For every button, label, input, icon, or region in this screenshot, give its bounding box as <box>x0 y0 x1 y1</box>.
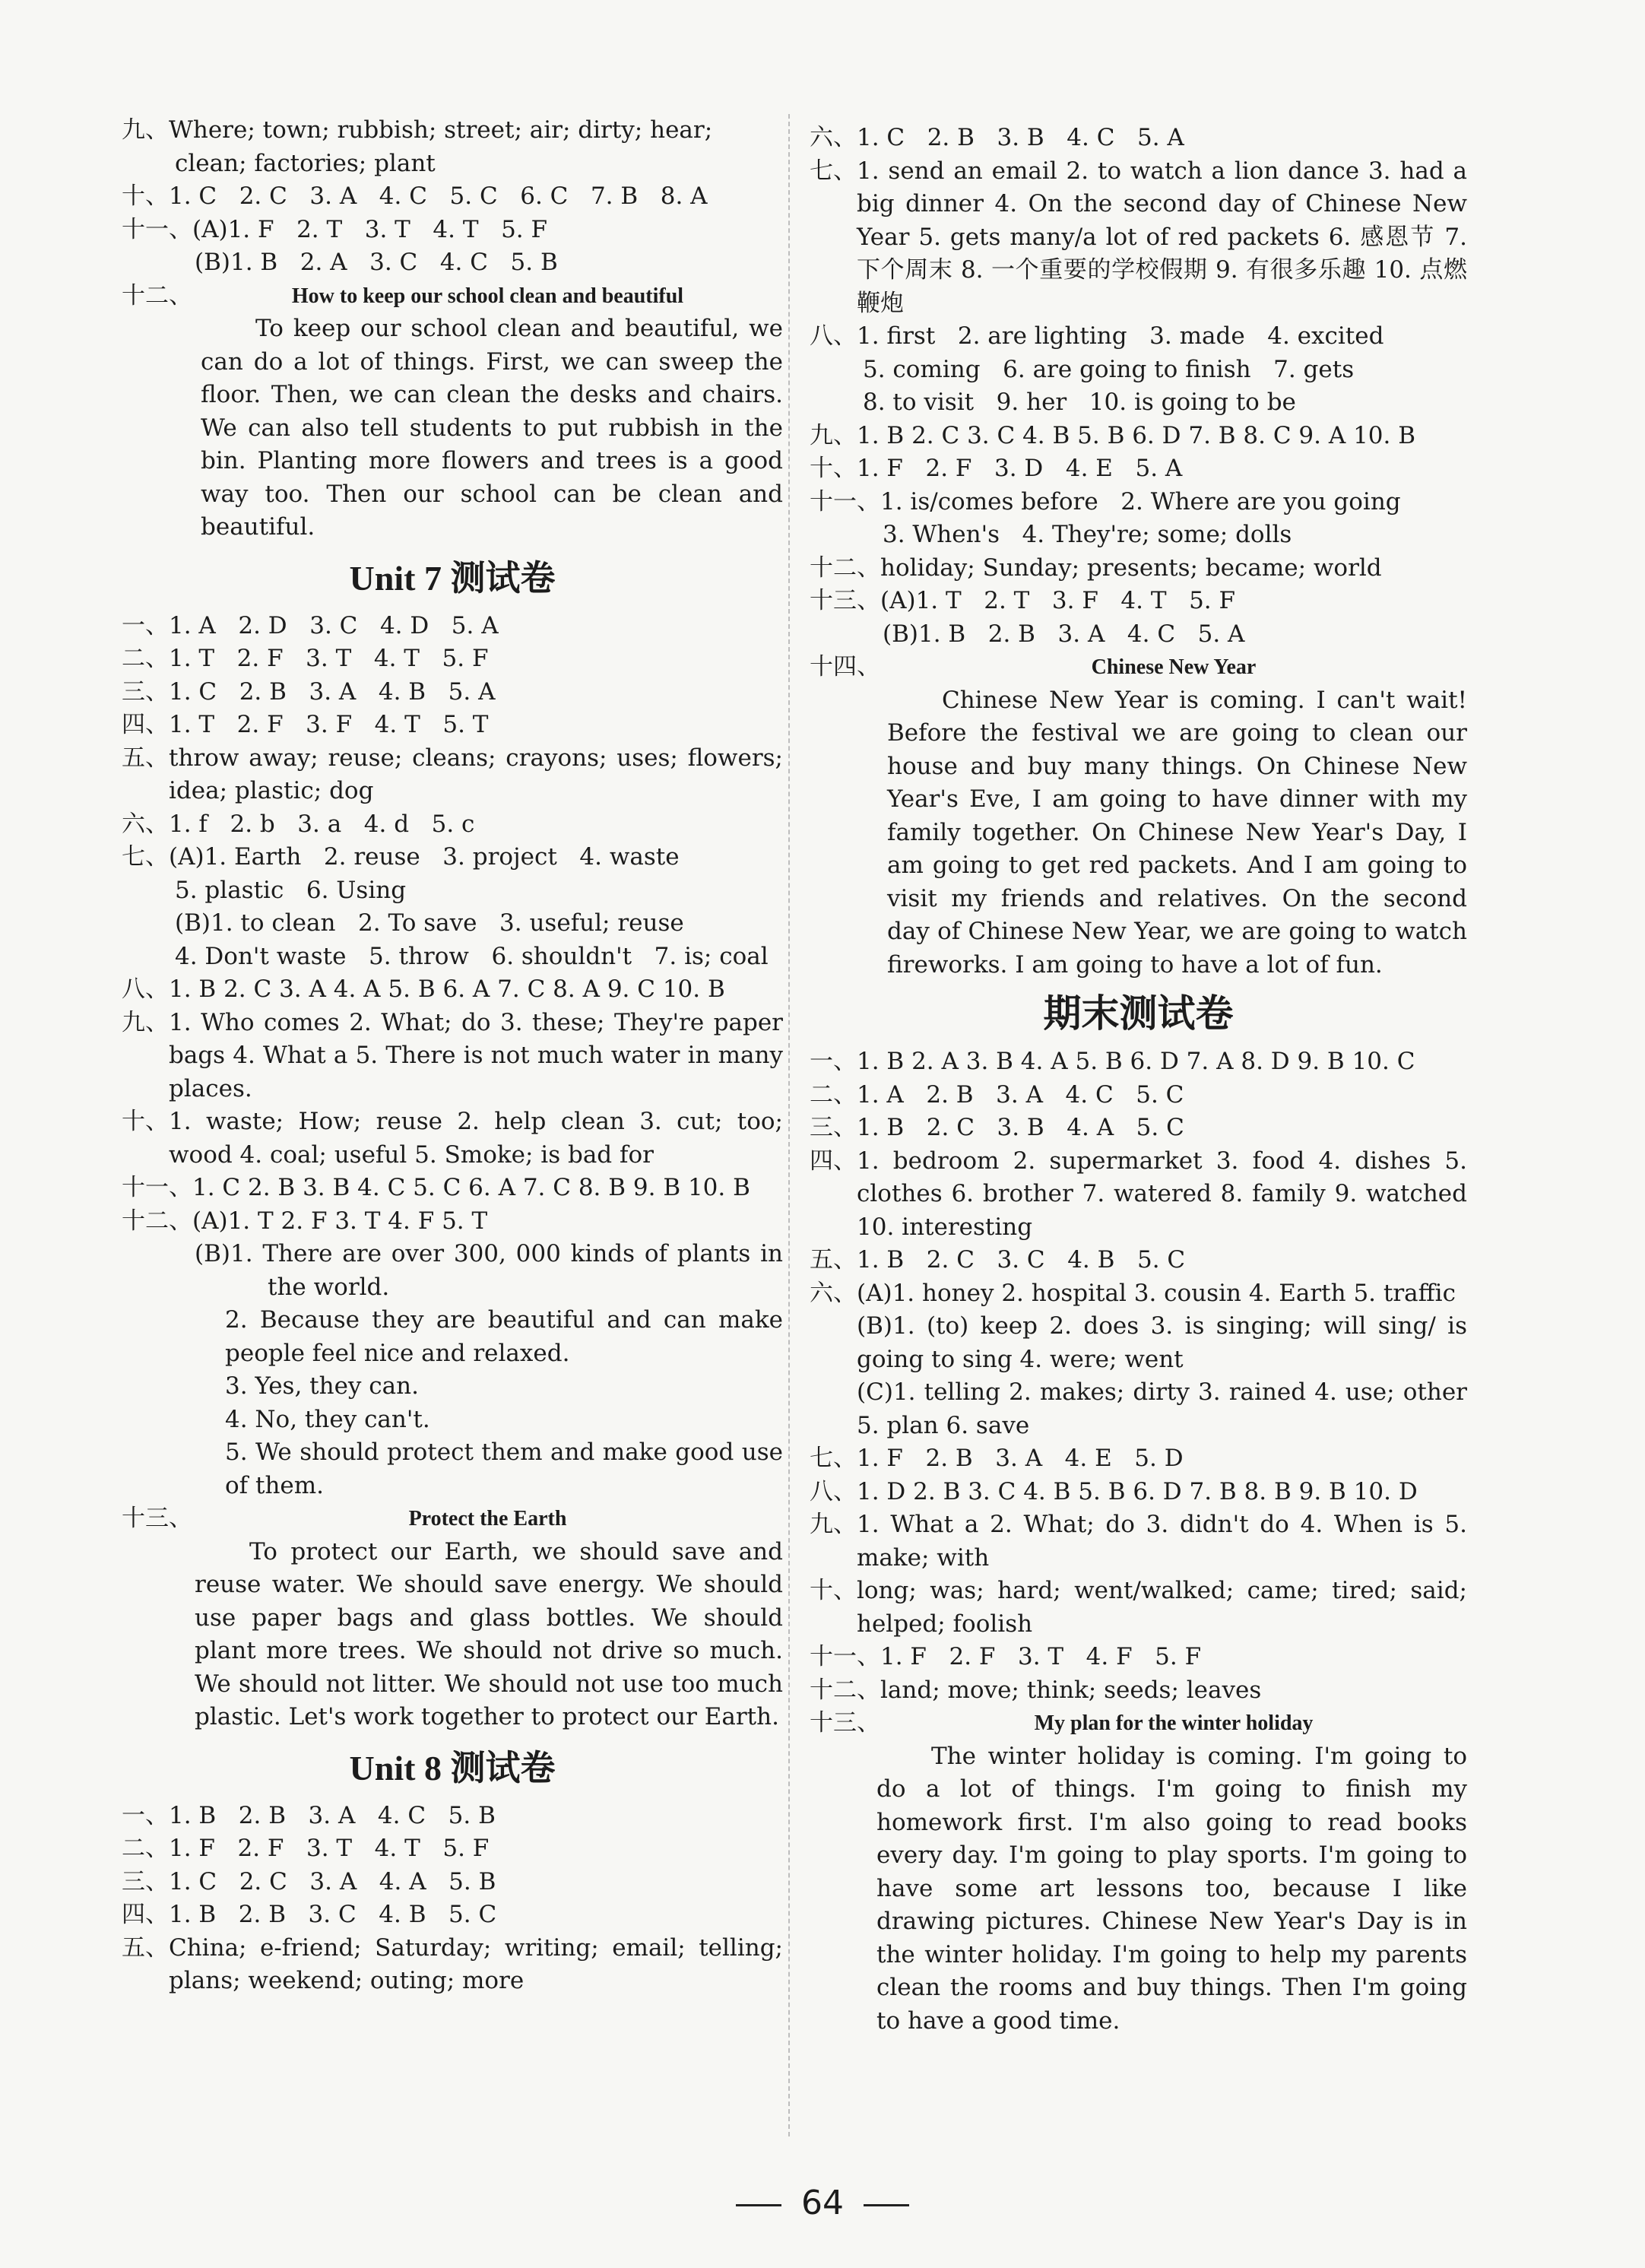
answer-line <box>810 155 1467 321</box>
answer-text: 1. B 2. C 3. C 4. B 5. B 6. D 7. B 8. C 9. A 10. B <box>857 421 1416 449</box>
answer-line <box>122 1105 783 1172</box>
answer-text: 5. We should protect them and make good use of them. <box>225 1439 783 1499</box>
section-number: 八、 <box>122 975 169 1003</box>
essay-paragraph: Chinese New Year is coming. I can't wait! Before the festival we are going to clean our house and buy many things. On Chinese New Year's Eve, I am going to have dinner with my family together. On Chinese New Year's Day, I am going to get red packets. And I am going to visit my friends and relatives. On the second day of Chinese New Year, we are going to watch fireworks. I am going to have a lot of fun. <box>887 686 1467 979</box>
answer-line <box>810 1145 1467 1245</box>
answer-line <box>122 1932 783 1998</box>
answer-line <box>122 973 783 1007</box>
answer-line: 十、1. C 2. C 3. A 4. C 5. C 6. C 7. B 8. A <box>122 182 708 210</box>
answer-line: (B)1. B 2. A 3. C 4. C 5. B <box>195 249 558 276</box>
answer-line <box>810 1575 1467 1641</box>
section-number: 五、 <box>122 744 169 772</box>
answer-line <box>810 1045 1467 1079</box>
answer-line: 七、1. F 2. B 3. A 4. E 5. D <box>810 1445 1184 1472</box>
answer-line: 十一、1. is/comes before 2. Where are you going <box>810 487 1401 515</box>
answer-line <box>122 1205 783 1239</box>
essay-header <box>810 1707 1467 1740</box>
answer-line: 六、1. C 2. B 3. B 4. C 5. A <box>810 124 1184 151</box>
answer-line <box>195 1304 783 1370</box>
answer-text: 1. waste; How; reuse 2. help clean 3. cut; too; wood 4. coal; useful 5. Smoke; is bad for <box>169 1108 783 1169</box>
essay-header <box>122 1502 783 1536</box>
answer-text: long; was; hard; went/walked; came; tired; said; helped; foolish <box>857 1577 1467 1638</box>
answer-line: 三、1. C 2. C 3. A 4. A 5. B <box>122 1867 496 1895</box>
answer-line: 十二、holiday; Sunday; presents; became; world <box>810 554 1382 582</box>
answer-line: (B)1. B 2. B 3. A 4. C 5. A <box>883 620 1245 648</box>
section-number: 十三、 <box>122 1505 192 1532</box>
answer-line: 三、1. C 2. B 3. A 4. B 5. A <box>122 677 496 706</box>
answer-text: (C)1. telling 2. makes; dirty 3. rained 4. use; other 5. plan 6. save <box>857 1378 1467 1439</box>
section-number: 九、 <box>810 421 857 449</box>
answer-line: 十一、(A)1. F 2. T 3. T 4. T 5. F <box>122 215 548 243</box>
answer-line <box>810 1376 1467 1442</box>
answer-line: 十二、land; move; think; seeds; leaves <box>810 1676 1262 1704</box>
answer-line: 三、1. B 2. C 3. B 4. A 5. C <box>810 1114 1184 1141</box>
answer-line: 二、1. T 2. F 3. T 4. T 5. F <box>122 645 489 672</box>
right-column <box>810 122 1467 2038</box>
answer-text: China; e-friend; Saturday; writing; email; telling; plans; weekend; outing; more <box>169 1933 783 1994</box>
answer-text: (B)1. (to) keep 2. does 3. is singing; will sing/ is going to sing 4. were; went <box>857 1312 1467 1373</box>
essay-title: How to keep our school clean and beautiful <box>291 284 684 308</box>
answer-line: 七、(A)1. Earth 2. reuse 3. project 4. waste <box>122 843 680 871</box>
answer-text: 2. Because they are beautiful and can make people feel nice and relaxed. <box>225 1306 783 1367</box>
answer-text: (B)1. There are over 300, 000 kinds of plants in the world. <box>195 1240 783 1301</box>
answer-line: (B)1. to clean 2. To save 3. useful; reuse <box>175 909 684 937</box>
answer-line: 4. Don't waste 5. throw 6. shouldn't 7. is; coal <box>175 942 769 970</box>
section-number: 八、 <box>810 1477 857 1505</box>
section-number: 九、 <box>122 1008 169 1036</box>
footer-dash <box>736 2204 781 2206</box>
unit8-heading: Unit 8 测试卷 <box>349 1748 556 1787</box>
final-exam-heading: 期末测试卷 <box>1043 992 1234 1035</box>
answer-line: 5. plastic 6. Using <box>175 876 407 904</box>
answer-line: clean; factories; plant <box>175 149 436 177</box>
column-divider <box>788 114 790 2136</box>
unit7-heading: Unit 7 测试卷 <box>349 558 556 598</box>
answer-line: 六、1. f 2. b 3. a 4. d 5. c <box>122 810 475 838</box>
section-number: 六、 <box>810 1279 857 1307</box>
answer-line: 十三、(A)1. T 2. T 3. F 4. T 5. F <box>810 587 1236 614</box>
answer-text: 1. D 2. B 3. C 4. B 5. B 6. D 7. B 8. B 9. B 10. D <box>857 1477 1418 1505</box>
essay-title: Chinese New Year <box>1091 655 1257 679</box>
section-number: 五、 <box>122 1933 169 1962</box>
answer-line: 四、1. T 2. F 3. F 4. T 5. T <box>122 711 489 738</box>
section-number: 十二、 <box>122 281 192 309</box>
section-number: 十三、 <box>810 1709 880 1737</box>
page-number: 64 <box>801 2184 844 2222</box>
answer-text: 1. B 2. C 3. A 4. A 5. B 6. A 7. C 8. A 9. C 10. B <box>169 975 725 1003</box>
answer-line: 五、1. B 2. C 3. C 4. B 5. C <box>810 1246 1186 1274</box>
section-number: 十、 <box>122 1108 169 1135</box>
answer-text: (A)1. honey 2. hospital 3. cousin 4. Earth 5. traffic <box>857 1279 1456 1307</box>
answer-line <box>195 1436 783 1502</box>
answer-text: 1. send an email 2. to watch a lion dance 3. had a big dinner 4. On the second day of Chinese New Year 5. gets many/a lot of red packets 6. 感恩节 7. 下个周末 8. 一个重要的学校假期 9. 有很多乐趣 10. 点燃鞭炮 <box>857 157 1467 317</box>
answer-line: 4. No, they can't. <box>225 1405 430 1433</box>
section-number: 十、 <box>810 1577 857 1604</box>
answer-text: 1. Who comes 2. What; do 3. these; They're paper bags 4. What a 5. There is not much water in many places. <box>169 1008 783 1102</box>
answer-line <box>122 742 783 808</box>
section-number: 九、 <box>810 1511 857 1538</box>
answer-line: 九、Where; town; rubbish; street; air; dirty; hear; <box>122 116 713 144</box>
answer-line: 十一、1. F 2. F 3. T 4. F 5. F <box>810 1643 1202 1670</box>
answer-text: (A)1. T 2. F 3. T 4. F 5. T <box>192 1207 488 1235</box>
section-number: 十二、 <box>122 1207 192 1235</box>
answer-line: 二、1. F 2. F 3. T 4. T 5. F <box>122 1835 490 1862</box>
answer-line: 一、1. B 2. B 3. A 4. C 5. B <box>122 1801 496 1829</box>
answer-text: 1. What a 2. What; do 3. didn't do 4. When is 5. make; with <box>857 1511 1467 1572</box>
answer-line: 5. coming 6. are going to finish 7. gets <box>863 355 1355 383</box>
footer-dash <box>864 2204 909 2206</box>
answer-line: 二、1. A 2. B 3. A 4. C 5. C <box>810 1080 1184 1109</box>
section-number: 十四、 <box>810 653 880 680</box>
answer-line <box>195 1238 783 1304</box>
essay-paragraph: The winter holiday is coming. I'm going to do a lot of things. I'm going to finish my homework first. I'm also going to read books every day. I'm going to play sports. I'm going to have some art lessons too, because I like drawing pictures. Chinese New Year's Day is in the winter holiday. I'm going to help my parents clean the rooms and buy things. Then I'm going to have a good time. <box>876 1742 1467 2035</box>
answer-line <box>122 1172 783 1205</box>
answer-line: 3. Yes, they can. <box>225 1372 419 1400</box>
section-number: 十一、 <box>122 1174 192 1201</box>
answer-line: 四、1. B 2. B 3. C 4. B 5. C <box>122 1901 497 1928</box>
essay-header <box>122 280 783 313</box>
answer-line: 八、1. first 2. are lighting 3. made 4. excited <box>810 322 1384 350</box>
answer-line <box>810 1310 1467 1376</box>
essay-header <box>810 651 1467 684</box>
answer-line <box>810 1476 1467 1509</box>
answer-text: 1. bedroom 2. supermarket 3. food 4. dishes 5. clothes 6. brother 7. watered 8. family 9. watched 10. interesting <box>857 1147 1467 1241</box>
answer-line: 8. to visit 9. her 10. is going to be <box>863 389 1296 416</box>
answer-line <box>810 1508 1467 1575</box>
left-column <box>122 114 783 1998</box>
section-number: 一、 <box>810 1048 857 1075</box>
answer-line: 十、1. F 2. F 3. D 4. E 5. A <box>810 455 1183 482</box>
answer-line: 一、1. A 2. D 3. C 4. D 5. A <box>122 611 499 639</box>
essay-title: Protect the Earth <box>408 1507 567 1531</box>
essay-paragraph: To protect our Earth, we should save and reuse water. We should save energy. We should use paper bags and glass bottles. We should plant more trees. We should not drive so much. We should not litter. We should not use too much plastic. Let's work together to protect our Earth. <box>195 1537 783 1730</box>
answer-text: 1. C 2. B 3. B 4. C 5. C 6. A 7. C 8. B 9. B 10. B <box>192 1174 750 1201</box>
answer-line <box>810 1277 1467 1311</box>
answer-line: 3. When's 4. They're; some; dolls <box>883 521 1292 548</box>
essay-title: My plan for the winter holiday <box>1034 1711 1314 1735</box>
essay-paragraph: To keep our school clean and beautiful, we can do a lot of things. First, we can sweep the floor. Then, we can clean the desks and chairs. We can also tell students to put rubbish in the bin. Planting more flowers and trees is a good way too. Then our school can be clean and beautiful. <box>201 315 783 541</box>
section-number: 七、 <box>810 157 857 185</box>
answer-text: throw away; reuse; cleans; crayons; uses; flowers; idea; plastic; dog <box>169 744 783 804</box>
answer-line <box>122 1007 783 1106</box>
page-footer <box>0 2184 1645 2222</box>
answer-line <box>810 420 1467 453</box>
section-number: 四、 <box>810 1147 857 1175</box>
answer-text: 1. B 2. A 3. B 4. A 5. B 6. D 7. A 8. D 9. B 10. C <box>857 1048 1415 1075</box>
